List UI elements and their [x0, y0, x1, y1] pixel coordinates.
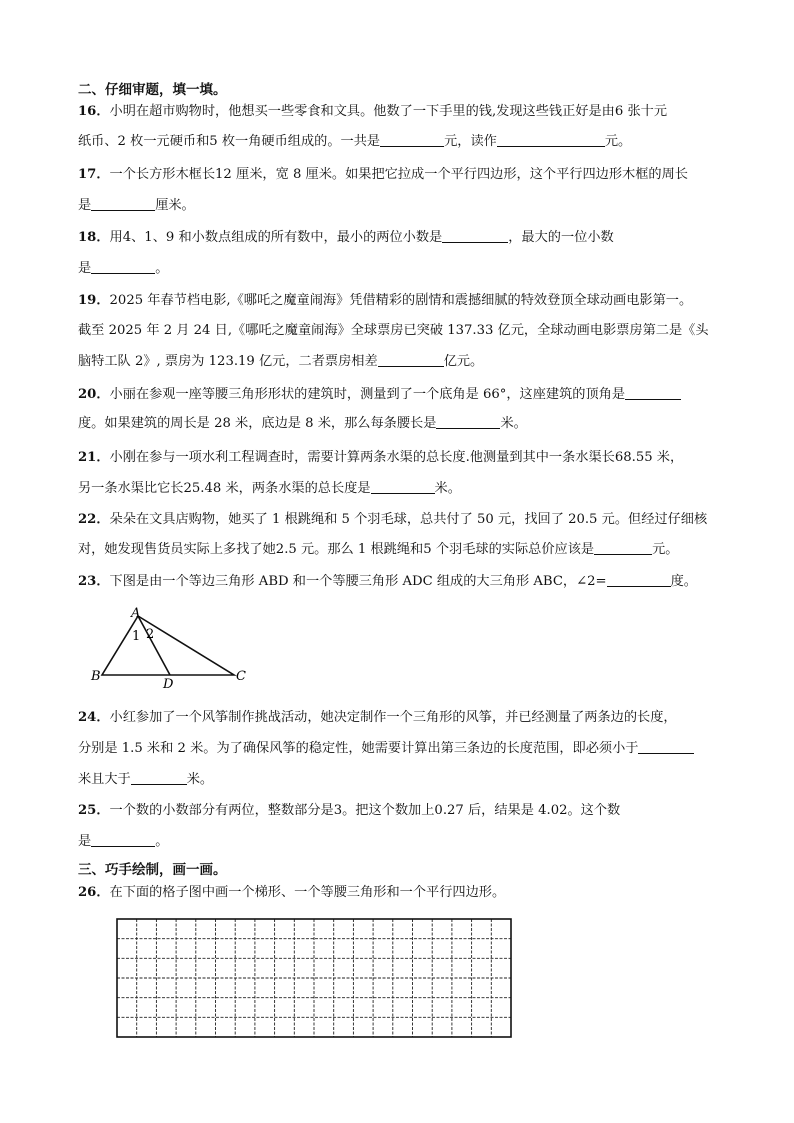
question-21-line-2: [78, 479, 461, 498]
section-title-fill-in: 二、仔细审题，填一填。: [78, 82, 227, 98]
question-text: 小红参加了一个风筝制作挑战活动，她决定制作一个三角形的风筝，并已经测量了两条边的长度，: [109, 710, 677, 725]
question-16-line-2: [78, 132, 631, 151]
answer-blank[interactable]: [594, 540, 652, 555]
question-17-line-1: [78, 166, 688, 184]
vertex-label-d: D: [163, 677, 174, 692]
question-text: 另一条水渠比它长25.48 米，两条水渠的总长度是: [78, 481, 371, 496]
segment-ad: [138, 616, 170, 675]
question-22-line-1: [78, 511, 707, 529]
question-text: 元。: [652, 542, 679, 557]
question-text: 脑特工队 2》, 票房为 123.19 亿元，二者票房相差: [78, 354, 378, 369]
question-19-line-3: [78, 352, 483, 371]
question-text: 厘米。: [155, 198, 195, 213]
section-title-drawing: 三、巧手绘制，画一画。: [78, 862, 227, 878]
triangle-abc-figure: [88, 604, 258, 692]
angle-label-2: 2: [146, 627, 155, 642]
answer-blank[interactable]: [91, 196, 155, 211]
question-18-line-1: [78, 228, 614, 247]
answer-blank[interactable]: [371, 479, 435, 494]
answer-blank[interactable]: [638, 739, 694, 754]
question-text: 2025 年春节档电影,《哪吒之魔童闹海》凭借精彩的剧情和震撼细腻的特效登顶全球动画电影第一。: [109, 293, 693, 308]
answer-blank[interactable]: [131, 770, 187, 785]
question-text: 下图是由一个等边三角形 ABD 和一个等腰三角形 ADC 组成的大三角形 ABC，∠2=: [109, 574, 607, 589]
answer-blank[interactable]: [497, 132, 605, 147]
question-number: 26．: [78, 885, 110, 900]
question-19-line-1: [78, 292, 692, 310]
question-text: 元，读作: [444, 134, 497, 149]
question-20-line-1: [78, 385, 681, 404]
question-number: 22．: [78, 512, 110, 527]
question-24-line-1: [78, 709, 677, 727]
vertex-label-b: B: [91, 669, 101, 684]
question-number: 16．: [78, 104, 110, 119]
question-text: 元。: [604, 134, 632, 149]
question-23-line-1: [78, 572, 697, 591]
question-number: 18．: [78, 230, 110, 245]
question-text: 亿元。: [443, 354, 484, 369]
answer-blank[interactable]: [91, 259, 155, 274]
question-text: 在下面的格子图中画一个梯形、一个等腰三角形和一个平行四边形。: [109, 885, 506, 900]
question-text: 纸币、2 枚一元硬币和5 枚一角硬币组成的。一共是: [78, 134, 381, 149]
question-24-line-2: [78, 739, 694, 758]
answer-blank[interactable]: [436, 414, 500, 429]
question-18-line-2: [78, 259, 168, 278]
triangle-outline: [102, 616, 234, 675]
question-22-line-2: [78, 540, 678, 559]
question-25-line-1: [78, 802, 620, 820]
question-number: 19．: [78, 293, 110, 308]
question-text: ，最大的一位小数: [508, 230, 614, 245]
question-text: 一个数的小数部分有两位，整数部分是3。把这个数加上0.27 后，结果是 4.02。这个数: [109, 803, 621, 818]
question-text: 是: [78, 198, 92, 213]
question-17-line-2: [78, 196, 195, 215]
question-text: 米。: [500, 416, 527, 431]
question-21-line-1: [78, 449, 683, 467]
answer-blank[interactable]: [607, 572, 671, 587]
question-20-line-2: [78, 414, 527, 433]
question-text: 米。: [186, 772, 214, 787]
answer-blank[interactable]: [442, 228, 508, 243]
question-number: 24．: [78, 710, 110, 725]
question-26-line-1: [78, 884, 505, 902]
question-text: 朵朵在文具店购物，她买了 1 根跳绳和 5 个羽毛球，总共付了 50 元，找回了 20.5 元。但经过仔细核: [109, 512, 708, 527]
question-text: 是: [78, 261, 92, 276]
question-text: 度。如果建筑的周长是 28 米，底边是 8 米，那么每条腰长是: [78, 416, 437, 431]
question-text: 小明在超市购物时，他想买一些零食和文具。他数了一下手里的钱,发现这些钱正好是由6 张十元: [109, 104, 668, 119]
question-number: 20．: [78, 387, 110, 402]
question-16-line-1: [78, 103, 667, 121]
question-text: 。: [155, 261, 169, 276]
question-number: 25．: [78, 803, 110, 818]
answer-blank[interactable]: [91, 832, 155, 847]
question-text: 截至 2025 年 2 月 24 日,《哪吒之魔童闹海》全球票房已突破 137.33 亿元，全球动画电影票房第二是《头: [78, 323, 709, 338]
drawing-grid[interactable]: [116, 918, 512, 1042]
question-number: 21．: [78, 450, 110, 465]
angle-label-1: 1: [132, 629, 141, 644]
question-19-line-2: [78, 322, 709, 340]
question-text: 分别是 1.5 米和 2 米。为了确保风筝的稳定性，她需要计算出第三条边的长度范围，即必须小于: [78, 741, 639, 756]
answer-blank[interactable]: [625, 385, 681, 400]
vertex-label-a: A: [131, 606, 141, 621]
question-text: 一个长方形木框长12 厘米，宽 8 厘米。如果把它拉成一个平行四边形，这个平行四边形木框的周长: [109, 167, 688, 182]
question-25-line-2: [78, 832, 168, 851]
question-text: 用4、1、9 和小数点组成的所有数中，最小的两位小数是: [109, 230, 443, 245]
question-24-line-3: [78, 770, 213, 789]
vertex-label-c: C: [236, 669, 246, 684]
question-text: 度。: [670, 574, 697, 589]
question-text: 米。: [434, 481, 461, 496]
answer-blank[interactable]: [378, 352, 444, 367]
question-text: 小丽在参观一座等腰三角形形状的建筑时，测量到了一个底角是 66°，这座建筑的顶角是: [109, 387, 626, 402]
question-text: 米且大于: [78, 772, 131, 787]
question-text: 对，她发现售货员实际上多找了她2.5 元。那么 1 根跳绳和5 个羽毛球的实际总价应该是: [78, 542, 595, 557]
question-text: 是: [78, 834, 92, 849]
answer-blank[interactable]: [380, 132, 444, 147]
question-text: 小刚在参与一项水利工程调查时，需要计算两条水渠的总长度.他测量到其中一条水渠长68.55 米，: [109, 450, 684, 465]
question-text: 。: [155, 834, 169, 849]
question-number: 17．: [78, 167, 110, 182]
question-number: 23．: [78, 574, 110, 589]
